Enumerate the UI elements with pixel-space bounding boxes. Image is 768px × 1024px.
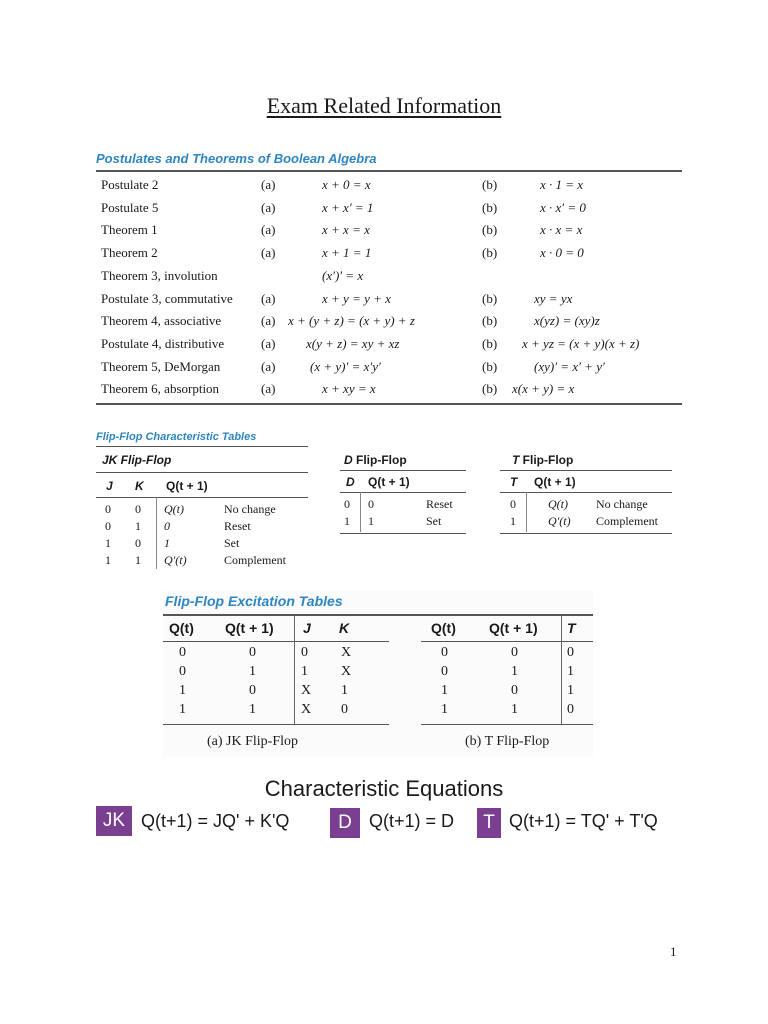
- ex-jk-cell: 0: [179, 664, 186, 679]
- postulates-heading: Postulates and Theorems of Boolean Algebra: [96, 151, 377, 166]
- d-cell-desc: Set: [426, 514, 442, 528]
- postulate-b-label: (b): [482, 313, 498, 328]
- postulate-name: Postulate 2: [101, 177, 159, 192]
- page-number: 1: [670, 944, 677, 959]
- ex-jk-header-qt: Q(t): [169, 620, 194, 636]
- postulate-name: Postulate 5: [101, 200, 159, 215]
- t-header-t: T: [510, 475, 518, 489]
- postulate-b-expr: x · 0 = 0: [540, 245, 584, 260]
- ex-t-cell: 0: [567, 645, 574, 660]
- ex-jk-cell: X: [301, 702, 312, 717]
- jk-cell-q: 1: [164, 536, 170, 550]
- postulate-a-expr: x + xy = x: [322, 381, 376, 396]
- postulate-a-expr: x + 0 = x: [322, 177, 371, 192]
- ex-jk-cell: X: [341, 664, 352, 679]
- jk-cell-q: Q′(t): [164, 553, 187, 567]
- jk-cell-k: 1: [135, 553, 141, 567]
- postulate-b-label: (b): [482, 291, 498, 306]
- jk-cell-k: 0: [135, 502, 141, 516]
- postulate-name: Theorem 3, involution: [101, 268, 218, 283]
- jk-characteristic-table: [96, 446, 308, 570]
- ex-t-cell: 0: [441, 645, 448, 660]
- postulate-b-label: (b): [482, 200, 498, 215]
- t-cell-desc: Complement: [596, 514, 658, 528]
- postulate-a-expr: x + x′ = 1: [322, 200, 374, 215]
- postulate-b-expr: x · 1 = x: [540, 177, 584, 192]
- jk-cell-desc: Set: [224, 536, 240, 550]
- postulate-b-expr: (xy)′ = x′ + y′: [534, 359, 605, 374]
- postulates-top-rule: [96, 170, 682, 172]
- d-equation: Q(t+1) = D: [369, 811, 455, 831]
- jk-cell-desc: Complement: [224, 553, 286, 567]
- ex-jk-cell: X: [301, 683, 312, 698]
- excitation-heading: Flip-Flop Excitation Tables: [165, 593, 343, 609]
- postulate-a-label: (a): [261, 291, 276, 306]
- ex-jk-cell: 0: [249, 683, 256, 698]
- jk-header-q: Q(t + 1): [166, 479, 208, 493]
- ex-jk-cell: 1: [249, 702, 256, 717]
- postulate-a-label: (a): [261, 245, 276, 260]
- ex-jk-cell: 0: [179, 645, 186, 660]
- jk-cell-q: Q(t): [164, 502, 184, 516]
- ex-jk-cell: 0: [341, 702, 348, 717]
- page-title: Exam Related Information: [266, 93, 502, 118]
- postulate-a-label: (a): [261, 336, 276, 351]
- ex-jk-cell: 0: [249, 645, 256, 660]
- ex-t-cell: 0: [511, 645, 518, 660]
- excitation-tables: [163, 591, 593, 757]
- postulate-b-expr: x(x + y) = x: [512, 381, 575, 396]
- jk-table-title: JK Flip-Flop: [102, 453, 172, 467]
- postulate-b-label: (b): [482, 336, 498, 351]
- postulate-b-label: (b): [482, 381, 498, 396]
- d-cell-q: 0: [368, 497, 374, 511]
- ex-t-cell: 1: [441, 683, 448, 698]
- ex-jk-cell: 1: [249, 664, 256, 679]
- jk-cell-q: 0: [164, 519, 170, 533]
- ex-t-cell: 1: [511, 664, 518, 679]
- jk-cell-desc: Reset: [224, 519, 251, 533]
- d-cell-q: 1: [368, 514, 374, 528]
- postulate-name: Postulate 4, distributive: [101, 336, 225, 351]
- ex-jk-cell: 1: [179, 702, 186, 717]
- characteristic-heading: Flip-Flop Characteristic Tables: [96, 431, 257, 443]
- d-table-title: D Flip-Flop: [344, 453, 407, 467]
- t-table-title: T Flip-Flop: [512, 453, 574, 467]
- ex-t-cell: 0: [441, 664, 448, 679]
- d-cell-d: 1: [344, 514, 350, 528]
- postulate-b-expr: x + yz = (x + y)(x + z): [522, 336, 640, 351]
- jk-header-k: K: [135, 479, 144, 493]
- postulate-a-expr: x(y + z) = xy + xz: [306, 336, 400, 351]
- t-cell-t: 0: [510, 497, 516, 511]
- equations-heading: Characteristic Equations: [264, 776, 504, 801]
- t-header-q: Q(t + 1): [534, 475, 576, 489]
- ex-t-cell: 0: [567, 702, 574, 717]
- postulate-a-expr: x + x = x: [322, 222, 370, 237]
- postulate-a-expr: x + (y + z) = (x + y) + z: [288, 313, 415, 328]
- postulate-a-expr: (x + y)′ = x′y′: [310, 359, 381, 374]
- postulate-name: Postulate 3, commutative: [101, 291, 233, 306]
- postulate-a-expr: x + 1 = 1: [322, 245, 372, 260]
- d-cell-d: 0: [344, 497, 350, 511]
- postulate-b-label: (b): [482, 177, 498, 192]
- postulate-b-expr: x(yz) = (xy)z: [534, 313, 600, 328]
- jk-cell-j: 0: [105, 519, 111, 533]
- ex-jk-cell: 1: [341, 683, 348, 698]
- t-equation: Q(t+1) = TQ' + T'Q: [509, 811, 658, 831]
- t-badge: T: [477, 808, 501, 838]
- ex-jk-cell: 1: [179, 683, 186, 698]
- ex-t-header-qt: Q(t): [431, 620, 456, 636]
- postulate-a-expr: x + y = y + x: [322, 291, 391, 306]
- postulate-name: Theorem 6, absorption: [101, 381, 220, 396]
- ex-jk-caption: (a) JK Flip-Flop: [207, 734, 298, 749]
- postulate-b-expr: xy = yx: [534, 291, 573, 306]
- jk-cell-j: 0: [105, 502, 111, 516]
- postulate-name: Theorem 4, associative: [101, 313, 222, 328]
- ex-jk-header-j: J: [303, 620, 311, 636]
- jk-cell-j: 1: [105, 536, 111, 550]
- postulate-a-label: (a): [261, 313, 276, 328]
- ex-t-cell: 1: [511, 702, 518, 717]
- postulate-a-label: (a): [261, 177, 276, 192]
- postulate-b-expr: x · x′ = 0: [540, 200, 586, 215]
- postulate-name: Theorem 1: [101, 222, 158, 237]
- jk-header-j: J: [106, 479, 113, 493]
- ex-t-cell: 0: [511, 683, 518, 698]
- jk-cell-k: 1: [135, 519, 141, 533]
- postulate-name: Theorem 5, DeMorgan: [101, 359, 221, 374]
- jk-cell-desc: No change: [224, 502, 276, 516]
- postulates-bottom-rule: [96, 403, 682, 405]
- ex-t-caption: (b) T Flip-Flop: [465, 734, 550, 749]
- jk-cell-j: 1: [105, 553, 111, 567]
- ex-t-cell: 1: [567, 683, 574, 698]
- ex-jk-cell: 1: [301, 664, 308, 679]
- t-cell-t: 1: [510, 514, 516, 528]
- postulate-a-expr: (x′)′ = x: [322, 268, 364, 283]
- d-characteristic-table: [340, 452, 466, 534]
- postulate-b-label: (b): [482, 245, 498, 260]
- ex-t-header-qt1: Q(t + 1): [489, 620, 538, 636]
- postulate-a-label: (a): [261, 381, 276, 396]
- d-cell-desc: Reset: [426, 497, 453, 511]
- t-characteristic-table: [500, 452, 672, 534]
- postulate-a-label: (a): [261, 222, 276, 237]
- ex-t-cell: 1: [567, 664, 574, 679]
- postulate-b-label: (b): [482, 222, 498, 237]
- d-badge: D: [330, 808, 360, 838]
- t-cell-q: Q′(t): [548, 514, 571, 528]
- postulate-a-label: (a): [261, 359, 276, 374]
- ex-t-cell: 1: [441, 702, 448, 717]
- jk-equation: Q(t+1) = JQ' + K'Q: [141, 811, 290, 831]
- postulate-b-expr: x · x = x: [540, 222, 583, 237]
- ex-jk-cell: X: [341, 645, 352, 660]
- postulate-b-label: (b): [482, 359, 498, 374]
- d-header-d: D: [346, 475, 355, 489]
- ex-jk-header-k: K: [339, 620, 350, 636]
- t-cell-q: Q(t): [548, 497, 568, 511]
- postulate-a-label: (a): [261, 200, 276, 215]
- d-header-q: Q(t + 1): [368, 475, 410, 489]
- ex-jk-header-qt1: Q(t + 1): [225, 620, 274, 636]
- t-cell-desc: No change: [596, 497, 648, 511]
- jk-cell-k: 0: [135, 536, 141, 550]
- ex-t-header-t: T: [567, 620, 576, 636]
- jk-badge: JK: [96, 806, 132, 836]
- ex-jk-cell: 0: [301, 645, 308, 660]
- postulate-name: Theorem 2: [101, 245, 158, 260]
